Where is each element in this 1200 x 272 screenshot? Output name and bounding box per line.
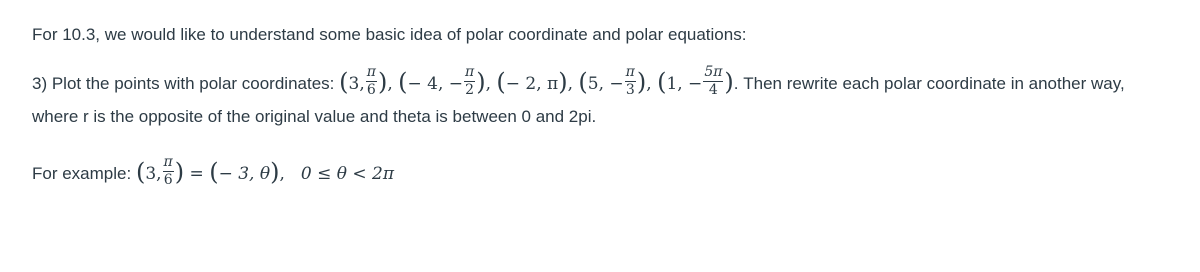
example-rhs: − 3, θ: [218, 164, 271, 184]
example-lhs-r: 3,: [145, 164, 162, 184]
point-2-fraction: $\frac{\pi}{2}$: [465, 64, 475, 98]
problem-paragraph: [32, 64, 1172, 132]
example-equals: =: [189, 164, 204, 184]
example-condition: 0 ≤ θ < 2π: [300, 164, 395, 184]
example-math: (3, $\frac{\pi}{6}$ ) = (− 3, θ), 0 ≤ θ < 2π: [135, 154, 395, 188]
question-content: [32, 22, 1172, 191]
point-3: − 2, π: [505, 74, 559, 94]
point-4-fraction: $\frac{\pi}{3}$: [625, 64, 635, 98]
example-comma: ,: [279, 164, 285, 184]
point-1-fraction: $\frac{\pi}{6}$: [366, 64, 376, 98]
point-2-r: − 4, −: [407, 74, 464, 94]
point-4-r: 5, −: [587, 74, 624, 94]
point-1-r: 3,: [348, 74, 365, 94]
polar-points-list: (3, $\frac{\pi}{6}$ ), (− 4, − $\frac{\pi}{2}$ ), (− 2, π), (5, − $\frac{\pi}{3}$ ), (1, − $\frac{5\pi}{4}$ ): [339, 64, 734, 98]
example-line: [32, 154, 1172, 191]
problem-lead: 3) Plot the points with polar coordinates:: [32, 74, 335, 93]
point-5-r: 1, −: [666, 74, 703, 94]
example-label: For example:: [32, 164, 132, 183]
problem-rest: rewrite each polar coordinate in another way, where r is the opposite of the original value and theta is between 0 and 2pi.: [32, 74, 1125, 126]
point-5-fraction: $\frac{5\pi}{4}$: [704, 64, 723, 98]
example-lhs-fraction: $\frac{\pi}{6}$: [163, 154, 173, 188]
problem-then: . Then: [733, 74, 782, 93]
intro-text: For 10.3, we would like to understand some basic idea of polar coordinate and polar equations:: [32, 25, 747, 44]
